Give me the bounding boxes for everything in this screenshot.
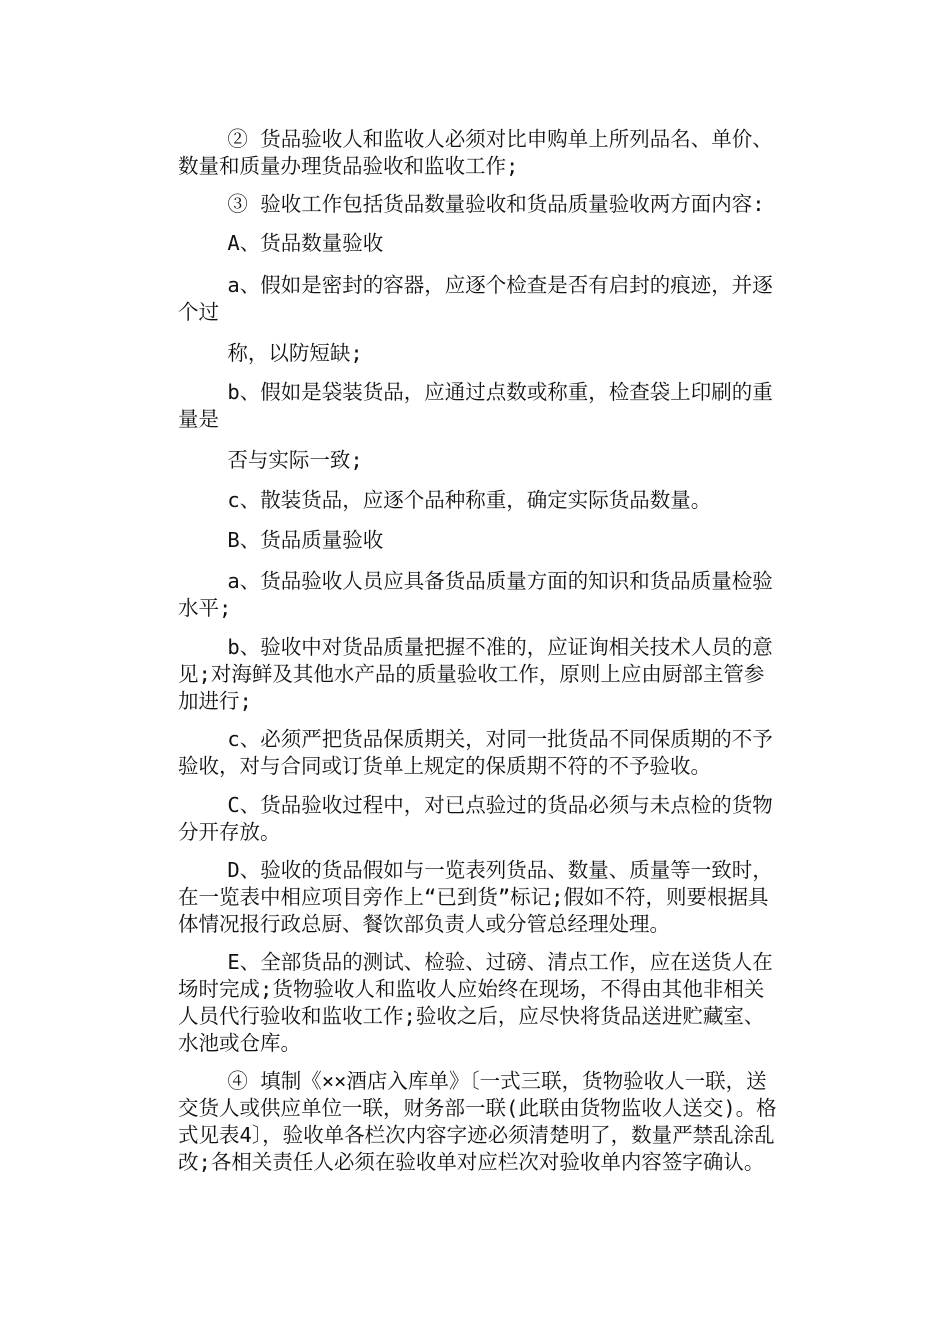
paragraph-c-shelf-life: c、必须严把货品保质期关，对同一批货品不同保质期的不予验收，对与合同或订货单上规定的保质期不符的不予验收。	[178, 727, 773, 778]
paragraph-3-inspection-scope: ③ 验收工作包括货品数量验收和货品质量验收两方面内容:	[178, 192, 765, 216]
heading-b-quality-inspection: B、货品质量验收	[178, 528, 384, 552]
paragraph-b-bagged-goods: b、假如是袋装货品，应通过点数或称重，检查袋上印刷的重量是	[178, 380, 773, 431]
paragraph-c-bulk-goods: c、散装货品，应逐个品种称重，确定实际货品数量。	[178, 488, 712, 512]
paragraph-4-warehouse-receipt: ④ 填制《××酒店入库单》〔一式三联，货物验收人一联，送交货人或供应单位一联，财务部一联(此联由货物监收人送交)。格式见表4〕，验收单各栏次内容字迹必须清楚明了，数量严禁乱涂乱改;各相关责任人必须在验收单对应栏次对验收单内容签字确认。	[178, 1069, 777, 1174]
paragraph-d-arrival-marking: D、验收的货品假如与一览表列货品、数量、质量等一致时，在一览表中相应项目旁作上“已到货”标记;假如不符，则要根据具体情况报行政总厨、餐饮部负责人或分管总经理处理。	[178, 858, 773, 936]
paragraph-a-quality-knowledge: a、货品验收人员应具备货品质量方面的知识和货品质量检验水平;	[178, 569, 773, 620]
paragraph-b-expert-consultation: b、验收中对货品质量把握不准的，应证询相关技术人员的意见;对海鲜及其他水产品的质量验收工作，原则上应由厨部主管参加进行;	[178, 635, 773, 713]
paragraph-e-on-site-completion: E、全部货品的测试、检验、过磅、清点工作，应在送货人在场时完成;货物验收人和监收人应始终在现场，不得由其他非相关人员代行验收和监收工作;验收之后，应尽快将货品送进贮藏室、水池或仓库。	[178, 950, 773, 1055]
heading-a-quantity-inspection: A、货品数量验收	[178, 231, 384, 255]
paragraph-c-separate-storage: C、货品验收过程中，对已点验过的货品必须与未点检的货物分开存放。	[178, 793, 773, 844]
paragraph-b-continued: 否与实际一致;	[178, 448, 363, 472]
paragraph-a-sealed-containers: a、假如是密封的容器，应逐个检查是否有启封的痕迹，并逐个过	[178, 273, 773, 324]
paragraph-a-continued: 称，以防短缺;	[178, 341, 363, 365]
paragraph-2-checker-duties: ② 货品验收人和监收人必须对比申购单上所列品名、单价、数量和质量办理货品验收和监收工作;	[178, 127, 773, 178]
